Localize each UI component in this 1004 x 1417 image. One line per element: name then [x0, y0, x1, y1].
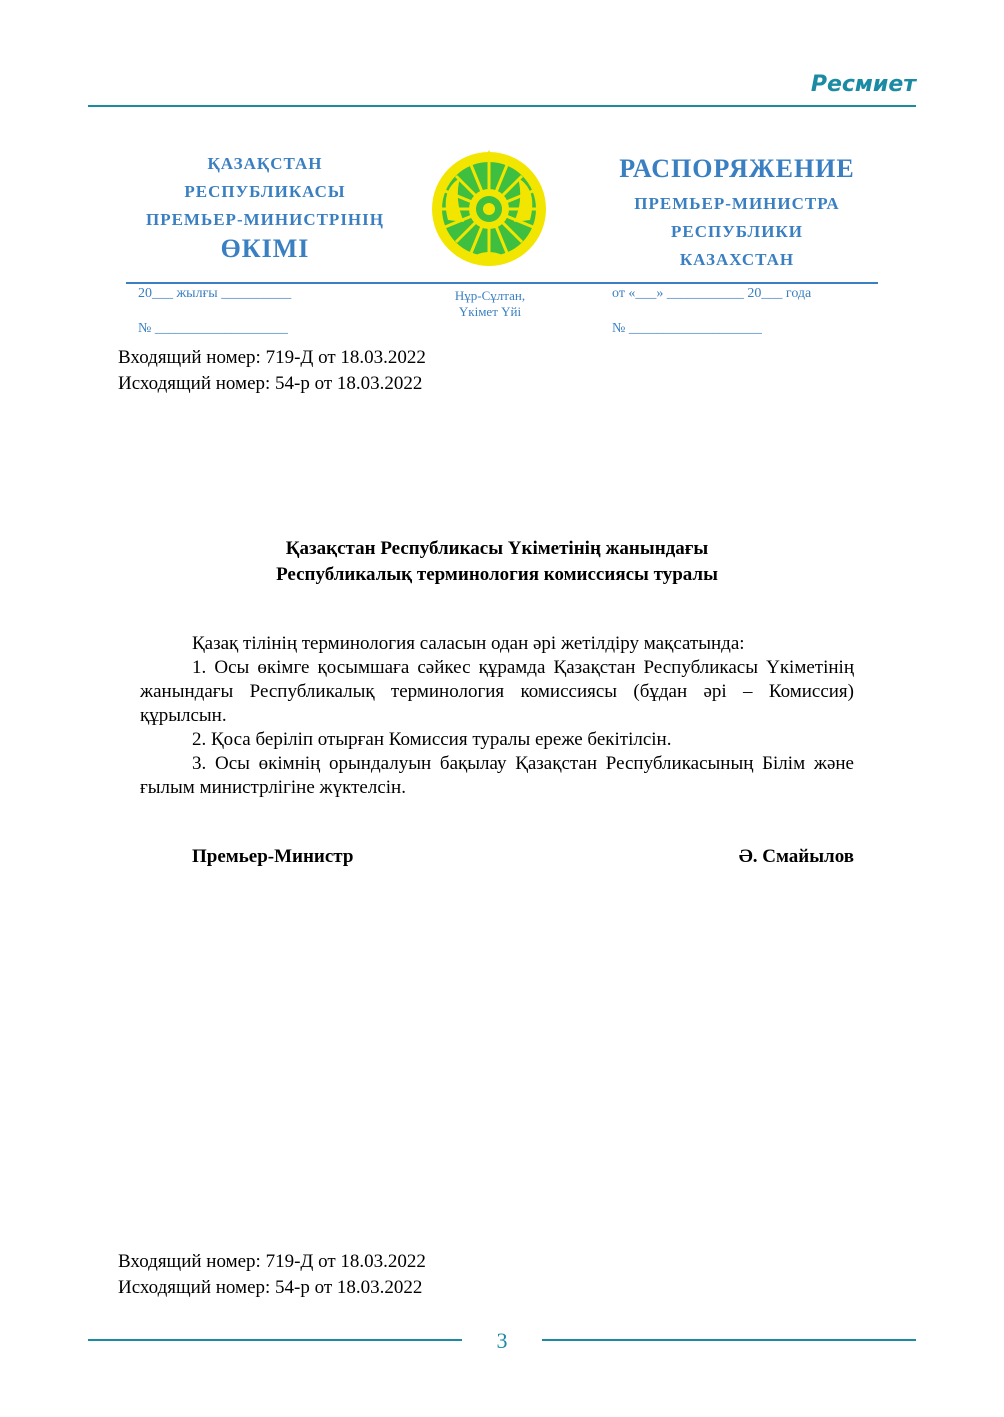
letterhead-kz-line4: ӨКІМІ — [220, 234, 310, 263]
paragraph-preamble: Қазақ тілінің терминология саласын одан әрі жетілдіру мақсатында: — [192, 633, 745, 654]
date-field-russian: от «___» ___________ 20___ года — [612, 286, 812, 301]
place-building: Үкімет Үйі — [458, 304, 522, 319]
place-city: Нұр-Сұлтан, — [454, 288, 526, 303]
number-field-kazakh: № ___________________ — [138, 321, 288, 336]
outgoing-number: Исходящий номер: 54-р от 18.03.2022 — [118, 1277, 423, 1298]
letterhead-ru-line2: ПРЕМЬЕР-МИНИСТРА — [634, 194, 840, 213]
incoming-number: Входящий номер: 719-Д от 18.03.2022 — [118, 1251, 426, 1272]
letterhead-ru-line1: РАСПОРЯЖЕНИЕ — [619, 154, 855, 183]
document-title — [140, 536, 854, 588]
signatory-name: Ә. Смайылов — [738, 846, 854, 867]
letterhead-kz-line1: ҚАЗАҚСТАН — [207, 154, 323, 173]
letterhead-russian — [612, 154, 862, 270]
title-line2: Республикалық терминология комиссиясы туралы — [276, 564, 718, 585]
issue-place — [430, 288, 550, 320]
letterhead-kz-line3: ПРЕМЬЕР-МИНИСТРІНІҢ — [145, 210, 384, 229]
section-label: Ресмиет — [810, 72, 916, 97]
paragraph-item-3: 3. Осы өкімнің орындалуын бақылау Қазақстан Республикасының Білім және ғылым министрлігіне жүктелсін. — [140, 753, 854, 798]
letterhead-ru-line4: КАЗАХСТАН — [679, 250, 795, 269]
signatory-position: Премьер-Министр — [192, 846, 354, 867]
paragraph-item-2: 2. Қоса беріліп отырған Комиссия туралы ереже бекітілсін. — [192, 729, 672, 750]
registration-stamp-bottom — [118, 1249, 426, 1301]
header-rule — [88, 105, 916, 107]
title-line1: Қазақстан Республикасы Үкіметінің жанындағы — [285, 538, 709, 559]
incoming-number: Входящий номер: 719-Д от 18.03.2022 — [118, 347, 426, 368]
paragraph-item-1: 1. Осы өкімге қосымшаға сәйкес құрамда Қазақстан Республикасы Үкіметінің жанындағы Республикалық терминология комиссиясы (бұдан әрі – Комиссия) құрылсын. — [140, 657, 854, 726]
footer-rule-left — [88, 1339, 462, 1341]
outgoing-number: Исходящий номер: 54-р от 18.03.2022 — [118, 373, 423, 394]
date-field-kazakh: 20___ жылғы __________ — [138, 286, 292, 301]
registration-stamp-top — [118, 345, 426, 397]
letterhead-kz-line2: РЕСПУБЛИКАСЫ — [184, 182, 346, 201]
number-field-russian: № ___________________ — [612, 321, 762, 336]
letterhead-rule — [126, 282, 878, 284]
kazakhstan-state-emblem-icon — [430, 150, 548, 268]
footer-rule-right — [542, 1339, 916, 1341]
letterhead-ru-line3: РЕСПУБЛИКИ — [671, 222, 803, 241]
letterhead-kazakh — [120, 154, 410, 264]
document-body — [140, 632, 854, 800]
page-number: 3 — [496, 1328, 508, 1353]
